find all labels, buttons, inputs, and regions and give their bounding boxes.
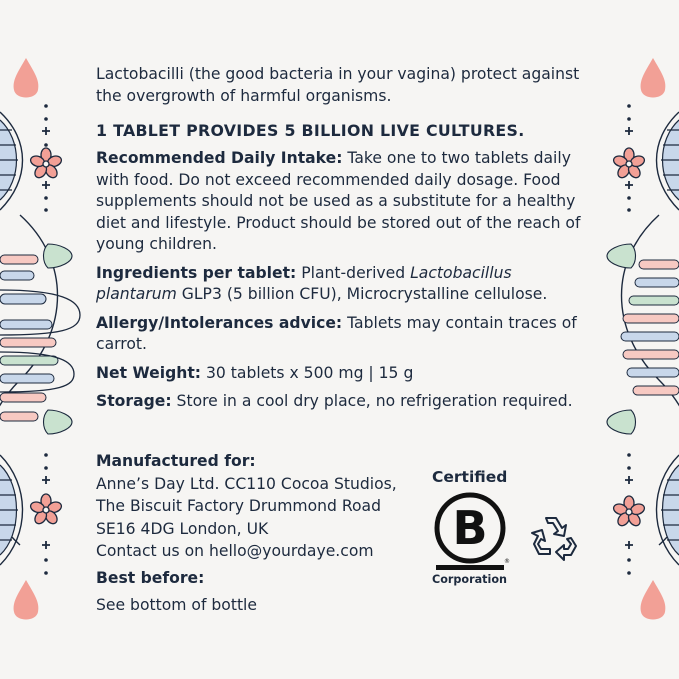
intro-text: Lactobacilli (the good bacteria in your vagina) protect against the overgrowth of harmful organisms.: [96, 65, 580, 105]
manufacturer-label: Manufactured for:: [96, 452, 256, 470]
ingredients-text-before: Plant-derived: [296, 263, 411, 282]
plus-icon: [625, 541, 633, 549]
plus-icon: [42, 127, 50, 135]
b-corp-logo: [432, 490, 508, 572]
manufacturer-line: Anne’s Day Ltd. CC110 Cocoa Studios,: [96, 474, 397, 493]
best-before-text: See bottom of bottle: [96, 595, 257, 614]
left-decorative-border: [0, 0, 80, 679]
storage-section: [96, 391, 596, 413]
net-weight-text: 30 tablets x 500 mg | 15 g: [201, 363, 414, 382]
flower-icon: [612, 496, 646, 528]
b-corp-certification: [432, 468, 514, 586]
teardrop-icon: [14, 58, 39, 98]
manufacturer-line: The Biscuit Factory Drummond Road: [96, 497, 381, 516]
ingredients-label: Ingredients per tablet:: [96, 263, 297, 282]
plus-icon: [625, 127, 633, 135]
corporation-text: Corporation: [432, 573, 508, 586]
allergy-section: [96, 313, 596, 356]
certified-text: Certified: [432, 468, 508, 486]
best-before-label: Best before:: [96, 568, 205, 587]
b-letter: B: [452, 501, 488, 555]
net-weight-label: Net Weight:: [96, 363, 202, 382]
plus-icon: [42, 541, 50, 549]
daily-intake-text: Take one to two tablets daily with food. Do not exceed recommended daily dosage. Food supplements should not be used as a substitute for a healthy diet and lifestyle. Product should be stored out of the reach of young children.: [96, 149, 581, 253]
plus-icon: [42, 181, 50, 189]
teardrop-icon: [641, 580, 666, 620]
teardrop-icon: [641, 58, 666, 98]
ingredients-text-after: GLP3 (5 billion CFU), Microcrystalline cellulose.: [176, 285, 548, 303]
daily-intake-label: Recommended Daily Intake:: [96, 149, 343, 167]
plus-icon: [625, 181, 633, 189]
allergy-text: Tablets may contain traces of carrot.: [96, 313, 577, 353]
manufacturer-block: [96, 450, 426, 616]
storage-label: Storage:: [96, 392, 172, 410]
ingredients-section: [96, 263, 596, 306]
plus-icon: [42, 476, 50, 484]
right-decorative-border: [599, 0, 679, 679]
recycle-icon: [526, 508, 582, 564]
storage-text: Store in a cool dry place, no refrigeration required.: [171, 392, 573, 410]
label-content: [96, 64, 596, 420]
daily-intake-section: [96, 148, 596, 256]
flower-icon: [29, 494, 63, 526]
plus-icon: [625, 476, 633, 484]
contact-line: Contact us on hello@yourdaye.com: [96, 542, 374, 561]
allergy-label: Allergy/Intolerances advice:: [96, 313, 343, 332]
flower-icon: [612, 148, 646, 180]
teardrop-icon: [14, 580, 39, 620]
headline: 1 TABLET PROVIDES 5 BILLION LIVE CULTURES.: [96, 121, 525, 140]
registered-mark: ®: [504, 558, 510, 565]
ingredients-species: Lactobacillus plantarum: [96, 263, 512, 303]
manufacturer-line: SE16 4DG London, UK: [96, 519, 269, 538]
flower-icon: [29, 148, 63, 180]
net-weight-section: [96, 363, 596, 385]
